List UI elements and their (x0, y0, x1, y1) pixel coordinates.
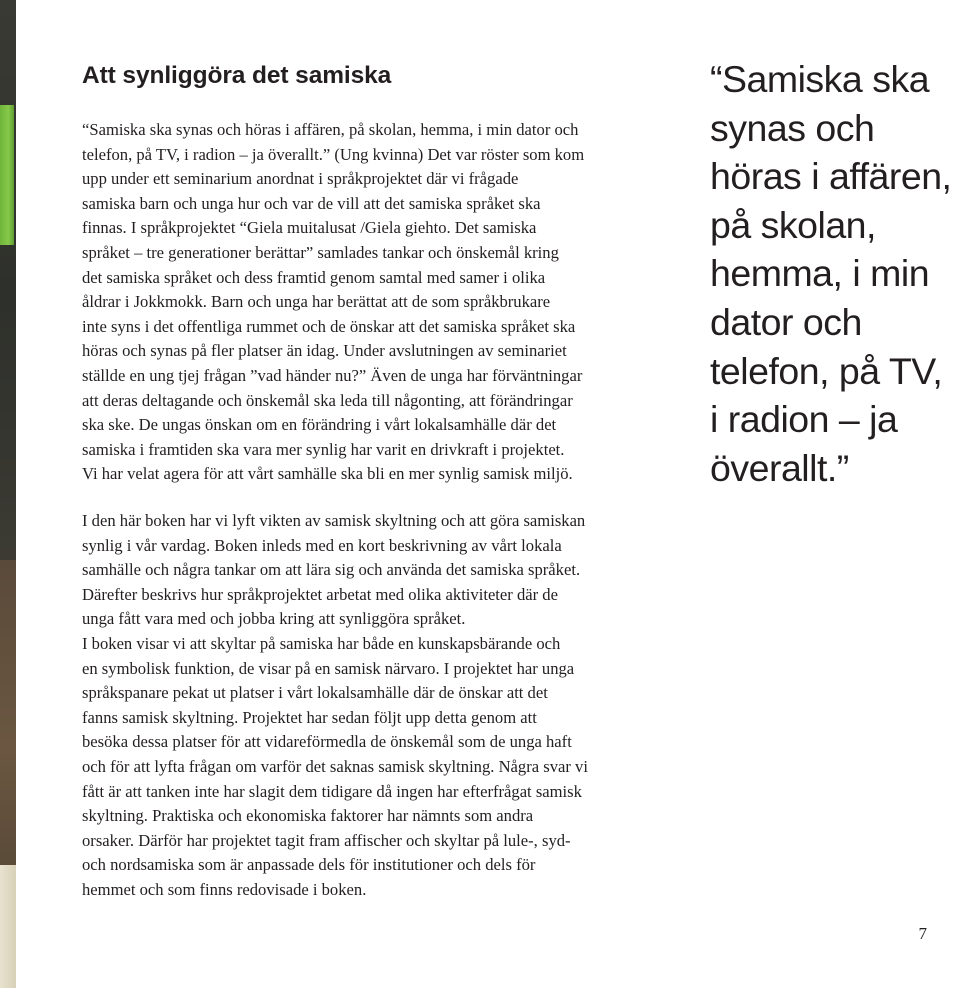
photo-edge-green-note (0, 105, 14, 245)
page-number: 7 (918, 924, 927, 943)
pull-quote-line: höras i affären, (710, 155, 952, 198)
paragraph-line: en symbolisk funktion, de visar på en samisk närvaro. I projektet har unga (82, 658, 575, 678)
paragraph-line: telefon, på TV, i radion – ja överallt.” (Ung kvinna) Det var röster som kom (82, 144, 585, 164)
paragraph-line: I boken visar vi att skyltar på samiska har både en kunskapsbärande och (82, 634, 561, 653)
paragraph-line: språket – tre generationer berättar” samlades tankar och önskemål kring (82, 242, 559, 262)
paragraph-line: höras och synas på fler platser än idag. Under avslutningen av seminariet (82, 341, 567, 361)
paragraph-line: besöka dessa platser för att vidareförmedla de önskemål som de unga haft (82, 732, 572, 752)
paragraph-line: det samiska språket och dess framtid genom samtal med samer i olika (82, 267, 546, 287)
paragraph-line: orsaker. Därför har projektet tagit fram affischer och skyltar på lule-, syd- (82, 830, 571, 850)
paragraph-line: inte syns i det offentliga rummet och de önskar att det samiska språket ska (82, 316, 576, 336)
page-heading: Att synliggöra det samiska (82, 62, 392, 89)
paragraph-line: hemmet och som finns redovisade i boken. (82, 879, 367, 899)
pull-quote (710, 55, 960, 492)
paragraph-line: att deras deltagande och önskemål ska leda till någonting, att förändringar (82, 390, 573, 410)
pull-quote-line: i radion – ja (710, 398, 898, 441)
paragraph-line: Vi har velat agera för att vårt samhälle ska bli en mer synlig samisk miljö. (82, 464, 573, 484)
paragraph-book-intro (82, 509, 702, 632)
paragraph-line: samiska i framtiden ska vara mer synlig har varit en drivkraft i projektet. (82, 439, 565, 459)
pull-quote-line: telefon, på TV, (710, 349, 943, 392)
photo-edge-light (0, 865, 16, 988)
pull-quote-line: överallt.” (710, 446, 849, 489)
paragraph-line: ställde en ung tjej frågan ”vad händer nu?” Även de unga har förväntningar (82, 365, 583, 385)
paragraph-line: unga fått vara med och jobba kring att synliggöra språket. (82, 609, 466, 629)
paragraph-line: åldrar i Jokkmokk. Barn och unga har berättat att de som språkbrukare (82, 292, 551, 312)
paragraph-line: och nordsamiska som är anpassade dels för institutioner och dels för (82, 855, 536, 875)
paragraph-signage (82, 632, 702, 903)
paragraph-line: “Samiska ska synas och höras i affären, på skolan, hemma, i min dator och (82, 120, 579, 139)
paragraph-line: språkspanare pekat ut platser i vårt lokalsamhälle där de önskar att det (82, 683, 548, 703)
pull-quote-line: hemma, i min (710, 252, 930, 295)
paragraph-line: och för att lyfta frågan om varför det saknas samisk skyltning. Några svar vi (82, 756, 588, 776)
pull-quote-line: synas och (710, 106, 875, 149)
paragraph-line: finnas. I språkprojektet “Giela muitalusat /Giela giehto. Det samiska (82, 218, 537, 238)
pull-quote-line: på skolan, (710, 203, 876, 246)
paragraph-line: skyltning. Praktiska och ekonomiska faktorer har nämnts som andra (82, 806, 534, 826)
paragraph-line: Därefter beskrivs hur språkprojektet arbetat med olika aktiviteter där de (82, 584, 558, 604)
paragraph-line: samhälle och några tankar om att lära sig och använda det samiska språket. (82, 560, 581, 580)
paragraph-line: fått är att tanken inte har slagit dem tidigare då ingen har efterfrågat samisk (82, 781, 582, 801)
pull-quote-line: dator och (710, 300, 862, 343)
pull-quote-line: “Samiska ska (710, 58, 930, 100)
paragraph-line: samiska barn och unga hur och var de vill att det samiska språket ska (82, 193, 541, 213)
paragraph-line: synlig i vår vardag. Boken inleds med en kort beskrivning av vårt lokala (82, 535, 562, 555)
paragraph-line: fanns samisk skyltning. Projektet har sedan följt upp detta genom att (82, 707, 537, 727)
paragraph-line: upp under ett seminarium anordnat i språkprojektet där vi frågade (82, 169, 519, 189)
paragraph-intro (82, 118, 702, 487)
paragraph-line: I den här boken har vi lyft vikten av samisk skyltning och att göra samiskan (82, 511, 586, 530)
paragraph-line: ska ske. De ungas önskan om en förändring i vårt lokalsamhälle där det (82, 415, 557, 435)
